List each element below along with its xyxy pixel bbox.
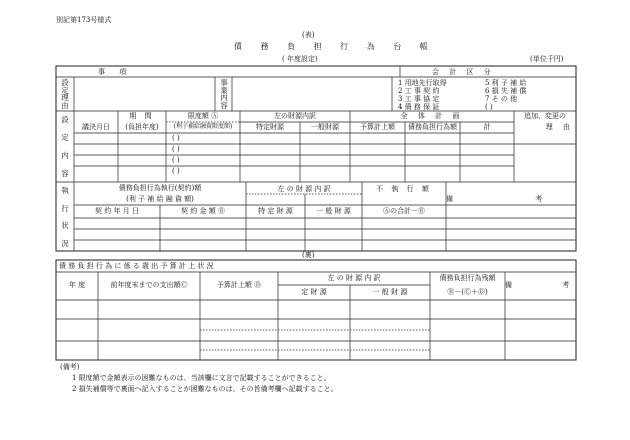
form-number: 別記第173号様式	[56, 16, 112, 24]
header-zaigen-b: 左 の 財 源 内 訳	[277, 185, 331, 193]
header-goukei: Ⓐの合計－Ⓑ	[383, 207, 425, 215]
category-item: 2 工 事 契 約	[398, 87, 440, 95]
category-item: 1 用地先行取得	[398, 79, 447, 87]
header-biko: 備 考	[446, 195, 583, 203]
header-futan-nendo: (負担年度)	[125, 123, 159, 131]
vertical-char: 容	[220, 100, 228, 110]
category-item: ( )	[485, 103, 493, 111]
shikko-jokyo	[59, 187, 71, 247]
front-marker: (表)	[302, 31, 315, 39]
unit-label: (単位千円)	[530, 55, 564, 63]
header-ippan: 一般財源	[311, 123, 339, 131]
header-riyu: 理 由	[545, 123, 574, 131]
categories-col2	[485, 79, 570, 111]
header-rishi-yushi: (利 子 補 給 融 資 額)	[126, 195, 194, 203]
paren-row: ( )	[172, 134, 180, 142]
category-item: 6 損 失 補 償	[485, 87, 527, 95]
paren-row: ( )	[172, 156, 180, 164]
header-yosan-d: 予算計上額 Ⓓ	[216, 281, 262, 289]
header-tsuika: 追加、変更の	[524, 112, 566, 120]
categories-col1	[398, 79, 483, 111]
vertical-char: 執	[61, 186, 69, 195]
vertical-char: 事	[220, 78, 228, 87]
header-giketsu: 議決月日	[82, 123, 110, 131]
header-nendo: 年 度	[68, 281, 86, 289]
header-formula: Ⓑ－(Ⓒ＋Ⓓ)	[447, 288, 488, 296]
header-tokutei-b: 特 定 財 源	[258, 207, 293, 215]
back-marker: (裏)	[302, 251, 315, 259]
vertical-char: 内	[61, 151, 69, 161]
category-item: 4 債 務 保 証	[398, 103, 440, 111]
jigyo-label: 事 項	[98, 68, 133, 76]
header-shikko-gaku: 債務負担行為執行(契約)額	[118, 184, 202, 192]
category-item: 3 工 事 協 定	[398, 95, 440, 103]
back-section-title: 債 務 負 担 行 為 に 係 る 歳 出 予 算 計 上 状 況	[59, 262, 214, 270]
vertical-char: 定	[61, 133, 69, 143]
vertical-char: 状	[61, 221, 69, 230]
settei-riyu	[59, 79, 71, 109]
vertical-char: 由	[61, 100, 69, 110]
category-item: 5 利 子 補 給	[485, 79, 527, 87]
header-tokutei: 特定財源	[256, 123, 284, 131]
header-rishi: (利子補給融資限度額)	[173, 123, 233, 130]
header-zentai: 全 体 計 画	[400, 112, 464, 120]
header-tokutei-c: 定 財 源	[301, 288, 327, 296]
header-zaigen-c: 左 の 財 源 内 訳	[327, 274, 381, 282]
vertical-char: 内	[220, 93, 228, 102]
vertical-char: 理	[61, 93, 69, 102]
note-item: 2 損失補償等で裏面へ記入することが困難なものは、その旨備考欄へ記載すること。	[72, 385, 338, 393]
header-gendo: 限度額 Ⓐ	[187, 112, 219, 120]
kaikei-label: 会 計 区 分	[432, 68, 495, 76]
header-kikan: 期 間	[129, 112, 155, 120]
vertical-char: 設	[61, 115, 69, 124]
year-setting: ( 年度設定)	[282, 55, 318, 63]
header-ippan-b: 一 般 財 源	[316, 207, 351, 215]
paren-row: ( )	[172, 145, 180, 153]
header-zennendo: 前年度末までの支出額Ⓒ	[110, 281, 188, 289]
header-ippan-c: 一 般 財 源	[372, 288, 408, 296]
vertical-char: 行	[61, 203, 69, 213]
jigyo-naiyo	[218, 79, 230, 109]
header-zaigen: 左の財源内訳	[274, 112, 316, 120]
vertical-char: 定	[61, 85, 69, 95]
paren-row: ( )	[172, 167, 180, 175]
note-item: 1 限度額で金額表示の困難なものは、当該欄に文言で記載することができること。	[72, 374, 331, 382]
vertical-char: 容	[61, 169, 69, 179]
header-zangaku: 債務負担行為残額	[439, 274, 496, 282]
header-keiyaku-kin: 契 約 金 額 Ⓑ	[181, 207, 225, 215]
header-saimu-kin: 債務負担行為額	[408, 123, 457, 131]
header-yosan: 予算計上額	[360, 123, 395, 131]
header-biko-c: 備 考	[505, 281, 594, 289]
vertical-char: 況	[61, 238, 69, 248]
header-fushikko: 不 執 行 額	[376, 185, 432, 193]
header-keiyaku-date: 契 約 年 月 日	[95, 207, 139, 215]
notes-title: (備考)	[60, 363, 80, 371]
page-title: 債 務 負 担 行 為 台 帳	[234, 42, 436, 51]
category-item: 7 そ の 他	[485, 95, 518, 103]
header-kei: 計	[483, 123, 491, 131]
vertical-char: 業	[220, 85, 228, 95]
settei-naiyo	[59, 116, 71, 178]
vertical-char: 設	[61, 78, 69, 87]
